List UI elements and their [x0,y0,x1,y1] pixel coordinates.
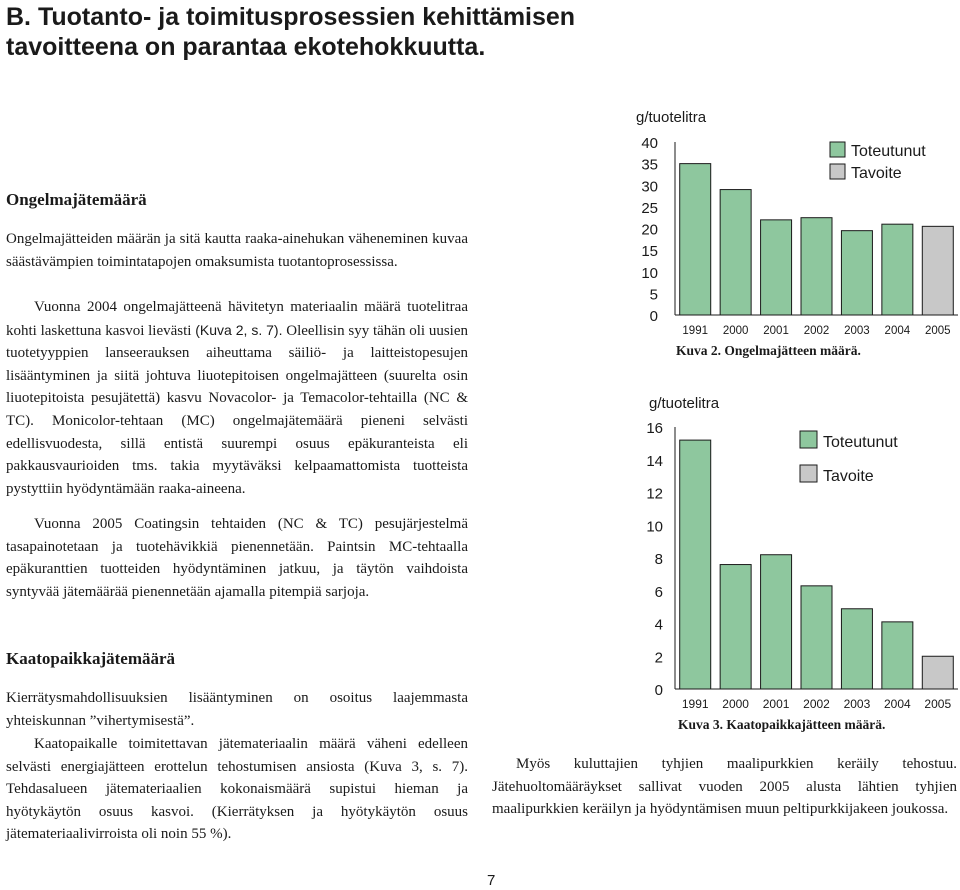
chart1-ytick-label: 30 [641,178,658,196]
chart1-ytick-label: 15 [641,243,658,261]
chart2-category-label: 2000 [722,697,749,711]
chart2-ytick-label: 12 [646,485,663,503]
chart2-ytick-label: 0 [654,682,663,699]
chart2-ytick-label: 2 [654,649,663,667]
page-heading [6,2,726,62]
chart2-category-label: 2004 [884,697,911,711]
chart2-bar-actual [841,609,872,689]
chart2-bar-actual [801,586,832,689]
chart1-legend-swatch [830,164,845,179]
chart2-category-label: 1991 [681,697,709,711]
chart1-category-label: 2004 [884,325,911,337]
section1-paragraph-1: Ongelmajätteiden määrän ja sitä kautta raaka-ainehukan väheneminen kuvaa säästävämpien toimintatapojen omaksumista tuotantoprosessissa. [6,231,468,270]
chart2-bar-actual [680,440,711,689]
chart1-bar-target [922,226,953,315]
chart1-bar-actual [882,224,913,315]
chart1-category-label: 2002 [803,325,830,337]
chart1-bar-actual [680,164,711,315]
chart1-ytick-label: 40 [641,135,658,152]
right-column-paragraph: Myös kuluttajien tyhjien maalipurkkien keräily tehostuu. Jätehuoltomääräykset sallivat vuoden 2005 alusta lähtien tyhjien maalipurkkien keräilyn ja hyödyntämisen muun peltipurkkijakeen joukossa. [492,756,957,818]
chart2-category-label: 2005 [924,697,952,711]
chart1-ytick-label: 5 [649,286,658,304]
section1-paragraph-3: Vuonna 2005 Coatingsin tehtaiden (NC & TC) pesujärjestelmä tasapainotetaan ja tuotehävikkiä pienennetään. Paintsin MC-tehtaalla epäkuranttien tuotteiden hyödyntäminen jatkuu, ja täytön vaihdoista syntyvää jätemäärää pienennetään ajamalla pitempiä sarjoja. [6,516,468,600]
chart1-category-label: 2000 [722,325,749,337]
chart1-bar-actual [761,220,792,315]
chart1-category-label: 1991 [682,325,709,337]
chart2-kaatopaikkajate [620,415,958,710]
chart1-category-label: 2001 [763,325,789,337]
page-number: 7 [487,872,496,889]
chart1-caption: Kuva 2. Ongelmajätteen määrä. [676,343,861,358]
chart1-category-label: 2003 [844,325,870,337]
section1-paragraph-2-part-a: Vuonna 2004 ongelmajätteenä hävitetyn materiaalin määrä tuotelitraa kohti laskettuna kasvoi lievästi [6,299,468,339]
chart2-legend-swatch [800,465,817,482]
chart1-bar-actual [841,231,872,315]
chart2-ytick-label: 16 [646,420,663,437]
chart1-bar-actual [720,190,751,315]
chart2-bar-actual [720,565,751,689]
chart2-category-label: 2003 [843,697,871,711]
chart1-ytick-label: 25 [641,199,658,217]
chart2-bar-actual [761,555,792,689]
chart1-ytick-label: 0 [649,308,658,325]
chart1-unit-label: g/tuotelitra [636,109,707,126]
chart2-ytick-label: 10 [646,518,663,536]
section2-paragraph-2: Kaatopaikalle toimitettavan jätemateriaalin määrä väheni edelleen selvästi energiajätteen erottelun tehostumisen ansiosta (Kuva 3, s. 7). Tehdasalueen jätemateriaalien kokonaismäärä supistui hieman ja hyötykäytön osuus kasvoi. (Kierrätyksen ja hyötykäytön osuus jätemateriaalivirroista oli noin 55 %). [6,736,468,843]
chart2-category-label: 2002 [803,697,830,711]
chart2-ytick-label: 8 [654,551,663,568]
section-title-ongelmajatemaara: Ongelmajätemäärä [6,190,147,209]
page-heading-line-2: tavoitteena on parantaa ekotehokkuutta. [6,33,486,61]
chart2-bar-target [922,656,953,689]
chart1-legend-swatch [830,142,845,157]
chart2-ytick-label: 14 [646,452,663,470]
chart1-bar-actual [801,218,832,315]
section-title-kaatopaikkajatemaara: Kaatopaikkajätemäärä [6,649,176,668]
chart2-caption: Kuva 3. Kaatopaikkajätteen määrä. [678,717,886,732]
chart2-category-label: 2001 [762,697,790,711]
chart2-unit-label: g/tuotelitra [649,395,720,412]
chart1-legend-label: Toteutunut [851,143,926,160]
chart2-legend-label: Tavoite [823,468,874,485]
chart1-ongelmajate [620,130,958,340]
chart2-legend-swatch [800,431,817,448]
chart1-ytick-label: 10 [641,264,658,282]
chart1-ytick-label: 35 [641,156,658,174]
chart2-legend-label: Toteutunut [823,434,898,451]
chart1-category-label: 2005 [924,325,951,337]
chart2-ytick-label: 4 [654,616,663,634]
section2-paragraph-1: Kierrätysmahdollisuuksien lisääntyminen on osoitus laajemmasta yhteiskunnan ”vihertymisestä”. [6,690,468,729]
chart1-legend-label: Tavoite [851,165,902,182]
section1-paragraph-2 [6,296,468,500]
page-heading-line-1: B. Tuotanto- ja toimitusprosessien kehittämisen [6,3,576,31]
chart2-ytick-label: 6 [654,583,663,601]
chart2-bar-actual [882,622,913,689]
chart1-ytick-label: 20 [641,221,658,239]
section1-paragraph-2-part-c: Oleellisin syy tähän oli uusien tuotetyyppien lanseerauksen aiheuttama säiliö- ja laitteistopesujen lisääntyminen ja siitä johtuva liuotepitoisen ongelmajätteen (suurelta osin liuotepitoista pesujätettä) kasvu Novacolor- ja Temacolor-tehtailla (NC & TC). Monicolor-tehtaan (MC) ongelmajätemäärä pieneni selvästi edellisvuodesta, sillä entistä suurempi osuus epäkuranteista eli pakkausvaurioiden tms. takia myytäväksi kelpaamattomista tuotteista pystyttiin hyödyntämään raaka-aineena. [6,322,469,497]
section1-figure-reference: (Kuva 2, s. 7). [195,321,283,338]
